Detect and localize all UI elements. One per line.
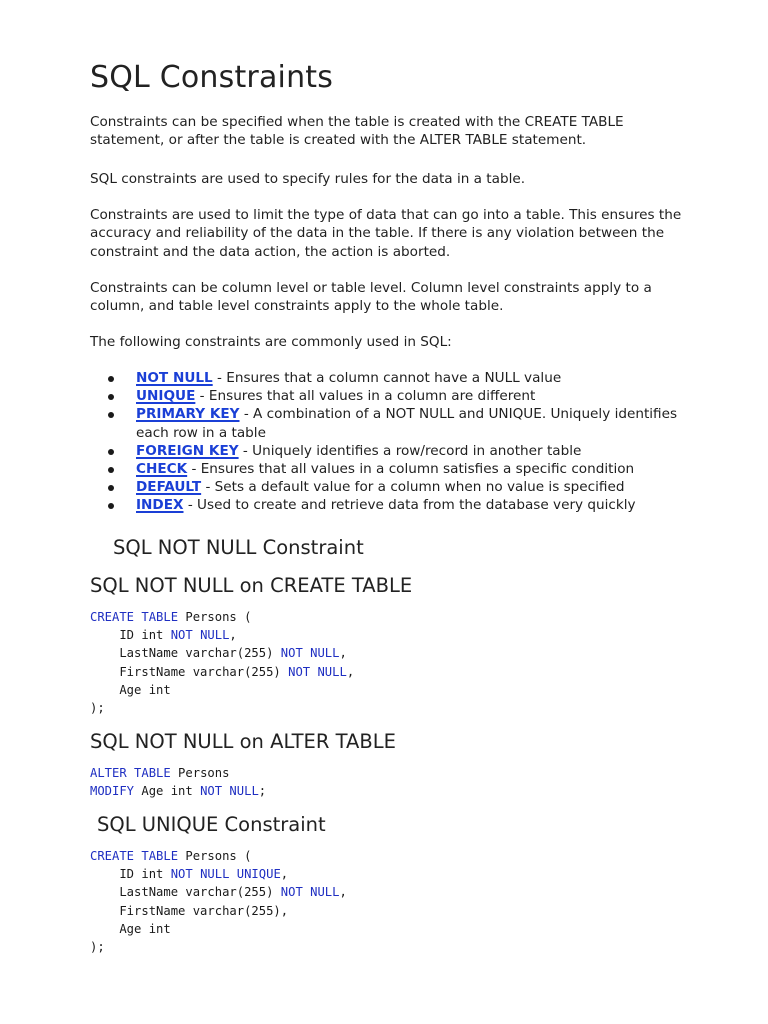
- link-check[interactable]: CHECK: [136, 461, 188, 478]
- list-item: [108, 460, 688, 478]
- list-item-text: - A combination of a NOT NULL and UNIQUE. Uniquely identifies each row in a table: [136, 406, 678, 441]
- list-item-text: - Ensures that a column cannot have a NULL value: [212, 370, 562, 386]
- link-index[interactable]: INDEX: [136, 497, 184, 514]
- list-item: [108, 442, 688, 460]
- link-unique[interactable]: UNIQUE: [136, 388, 196, 405]
- bullet-icon: [108, 376, 114, 382]
- paragraph-rules: SQL constraints are used to specify rules for the data in a table.: [90, 171, 526, 187]
- bullet-icon: [108, 394, 114, 400]
- list-item-text: - Ensures that all values in a column satisfies a specific condition: [187, 461, 635, 478]
- heading-unique-constraint: SQL UNIQUE Constraint: [97, 813, 326, 836]
- list-item: [108, 478, 688, 496]
- code-block-create-not-null: CREATE TABLE Persons ( ID int NOT NULL, LastName varchar(255) NOT NULL, FirstName varchar(255) NOT NULL, Age int );: [90, 610, 355, 716]
- list-item-text: - Uniquely identifies a row/record in another table: [238, 442, 582, 459]
- bullet-icon: [108, 449, 114, 455]
- code-block-create-unique: CREATE TABLE Persons ( ID int NOT NULL UNIQUE, LastName varchar(255) NOT NULL, FirstName varchar(255), Age int );: [90, 849, 347, 955]
- page-title: SQL Constraints: [90, 60, 334, 95]
- paragraph-list-intro: The following constraints are commonly used in SQL:: [90, 334, 452, 350]
- heading-not-null-create: SQL NOT NULL on CREATE TABLE: [90, 574, 413, 597]
- link-not-null[interactable]: NOT NULL: [136, 370, 213, 386]
- paragraph-intro: Constraints can be specified when the table is created with the CREATE TABLE statement, or after the table is created with the ALTER TABLE statement.: [90, 114, 624, 149]
- code-block-alter-not-null: ALTER TABLE Persons MODIFY Age int NOT NULL;: [90, 766, 267, 799]
- list-item: [108, 369, 688, 387]
- list-item: [108, 496, 688, 514]
- link-default[interactable]: DEFAULT: [136, 479, 202, 496]
- heading-not-null-constraint: SQL NOT NULL Constraint: [113, 536, 364, 559]
- bullet-icon: [108, 485, 114, 491]
- paragraph-levels: Constraints can be column level or table level. Column level constraints apply to a column, and table level constraints apply to the whole table.: [90, 280, 652, 315]
- bullet-icon: [108, 467, 114, 473]
- list-item: [108, 387, 688, 405]
- constraints-list: [108, 369, 688, 515]
- list-item-text: - Ensures that all values in a column are different: [195, 388, 536, 405]
- paragraph-purpose: Constraints are used to limit the type of data that can go into a table. This ensures the accuracy and reliability of the data in the table. If there is any violation between the constraint and the data action, the action is aborted.: [90, 207, 682, 260]
- bullet-icon: [108, 503, 114, 509]
- link-primary-key[interactable]: PRIMARY KEY: [136, 406, 240, 423]
- link-foreign-key[interactable]: FOREIGN KEY: [136, 442, 239, 459]
- list-item: [108, 405, 688, 441]
- list-item-text: - Sets a default value for a column when no value is specified: [201, 479, 625, 496]
- heading-not-null-alter: SQL NOT NULL on ALTER TABLE: [90, 730, 396, 753]
- bullet-icon: [108, 412, 114, 418]
- list-item-text: - Used to create and retrieve data from the database very quickly: [183, 497, 636, 514]
